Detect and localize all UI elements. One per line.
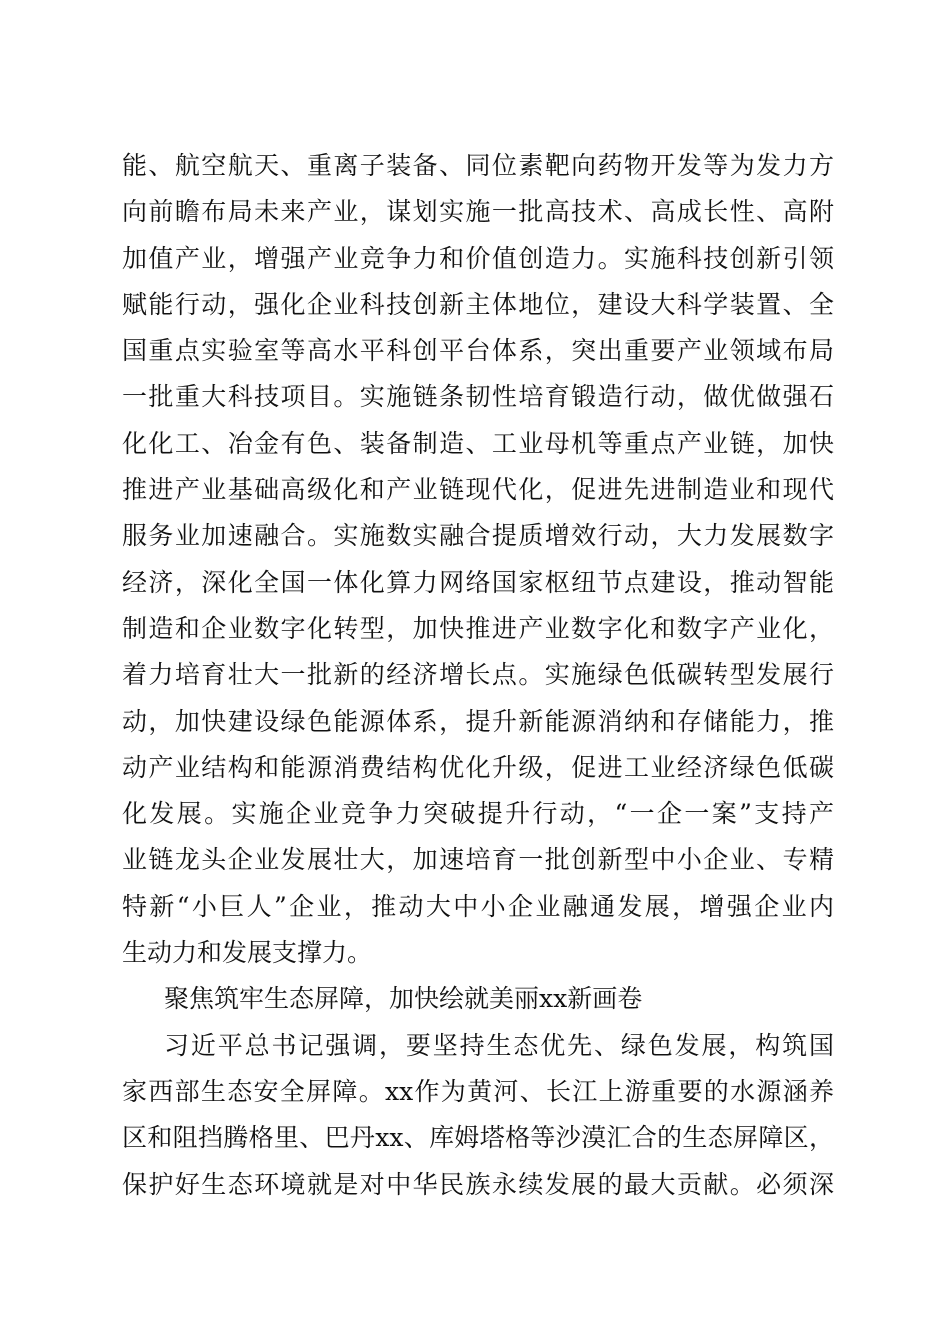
text-line: 一批重大科技项目。实施链条韧性培育锻造行动，做优做强石 — [122, 382, 834, 412]
section-heading: 聚焦筑牢生态屏障，加快绘就美丽xx新画卷 — [164, 984, 643, 1014]
document-body — [122, 143, 834, 1208]
paragraph-2 — [122, 1023, 834, 1208]
text-line: 区和阻挡腾格里、巴丹xx、库姆塔格等沙漠汇合的生态屏障区， — [122, 1123, 834, 1153]
text-line: 特新“小巨人”企业，推动大中小企业融通发展，增强企业内 — [122, 891, 834, 921]
text-line: 习近平总书记强调，要坚持生态优先、绿色发展，构筑国 — [164, 1030, 834, 1060]
text-line: 赋能行动，强化企业科技创新主体地位，建设大科学装置、全 — [122, 289, 834, 319]
text-line: 制造和企业数字化转型，加快推进产业数字化和数字产业化， — [122, 613, 834, 643]
paragraph-1 — [122, 143, 834, 976]
text-line: 化化工、冶金有色、装备制造、工业母机等重点产业链，加快 — [122, 428, 834, 458]
text-line: 向前瞻布局未来产业，谋划实施一批高技术、高成长性、高附 — [122, 197, 834, 227]
text-line: 家西部生态安全屏障。xx作为黄河、长江上游重要的水源涵养 — [122, 1076, 834, 1106]
text-line: 加值产业，增强产业竞争力和价值创造力。实施科技创新引领 — [122, 243, 834, 273]
text-line: 推进产业基础高级化和产业链现代化，促进先进制造业和现代 — [122, 475, 834, 505]
text-line: 业链龙头企业发展壮大，加速培育一批创新型中小企业、专精 — [122, 845, 834, 875]
text-line: 动产业结构和能源消费结构优化升级，促进工业经济绿色低碳 — [122, 752, 834, 782]
text-line: 动，加快建设绿色能源体系，提升新能源消纳和存储能力，推 — [122, 706, 834, 736]
text-line: 保护好生态环境就是对中华民族永续发展的最大贡献。必须深 — [122, 1169, 834, 1199]
text-line: 生动力和发展支撑力。 — [122, 938, 373, 968]
text-line: 化发展。实施企业竞争力突破提升行动，“一企一案”支持产 — [122, 799, 834, 829]
text-line: 着力培育壮大一批新的经济增长点。实施绿色低碳转型发展行 — [122, 660, 834, 690]
text-line: 服务业加速融合。实施数实融合提质增效行动，大力发展数字 — [122, 521, 834, 551]
text-line: 经济，深化全国一体化算力网络国家枢纽节点建设，推动智能 — [122, 567, 834, 597]
text-line: 能、航空航天、重离子装备、同位素靶向药物开发等为发力方 — [122, 151, 834, 180]
text-line: 国重点实验室等高水平科创平台体系，突出重要产业领域布局 — [122, 336, 834, 366]
